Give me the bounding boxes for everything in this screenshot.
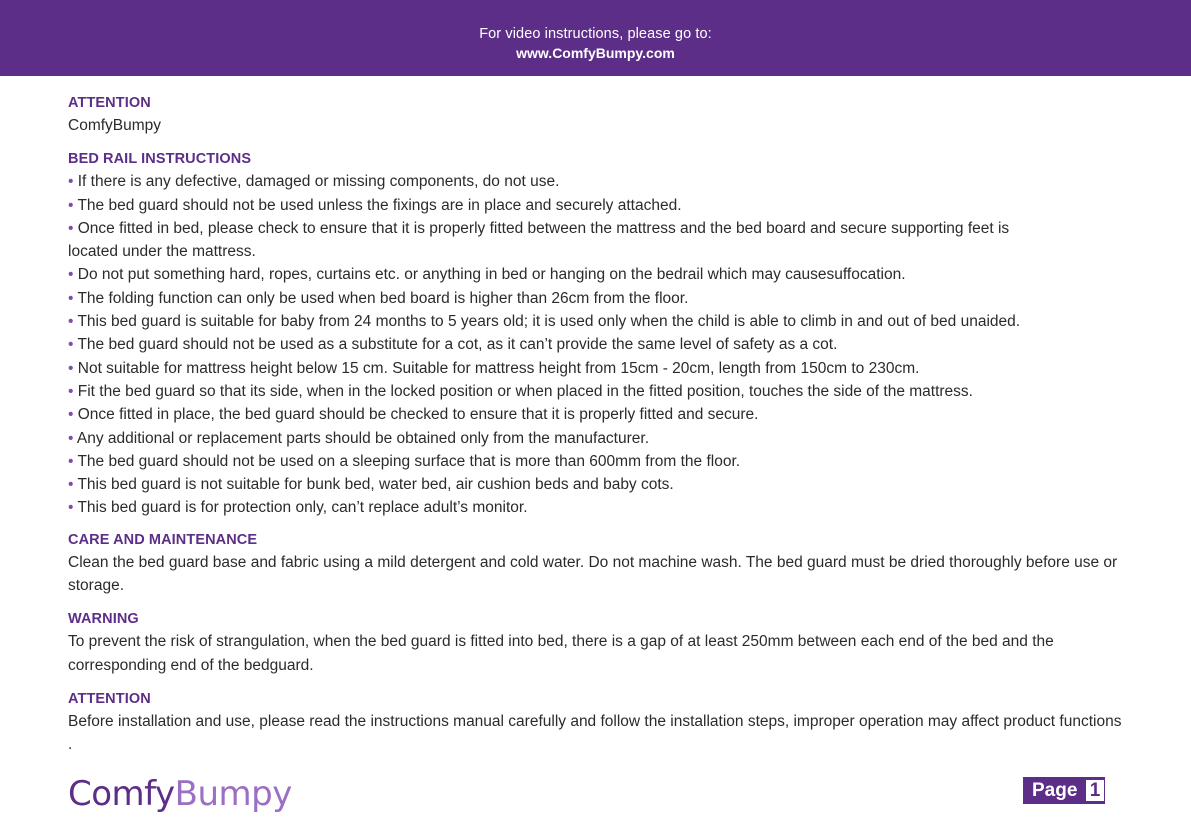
- page-indicator: [1023, 777, 1105, 804]
- list-item: [68, 357, 1128, 380]
- page-label: Page: [1032, 779, 1078, 801]
- section-heading: BED RAIL INSTRUCTIONS: [68, 151, 252, 168]
- list-item-text: This bed guard is suitable for baby from 24 months to 5 years old; it is used only when the child is able to climb in and out of bed unaided.: [77, 313, 1021, 331]
- section-heading: ATTENTION: [68, 95, 151, 111]
- logo-text-comfy: Comfy: [68, 774, 175, 814]
- section-bed-rail-instructions: [68, 148, 1128, 519]
- list-item-text: This bed guard is for protection only, can’t replace adult’s monitor.: [77, 499, 528, 517]
- list-item-text: Any additional or replacement parts should be obtained only from the manufacturer.: [76, 429, 650, 447]
- list-item-text: The bed guard should not be used unless the fixings are in place and securely attached.: [77, 196, 682, 214]
- section-care-and-maintenance: [68, 529, 1128, 598]
- list-item-text: The bed guard should not be used on a sleeping surface that is more than 600mm from the floor.: [77, 452, 741, 470]
- header-banner: [0, 0, 1191, 76]
- list-item-text: Once fitted in bed, please check to ensure that it is properly fitted between the mattress and the bed board and secure supporting feet is: [77, 219, 1010, 237]
- list-item: [68, 310, 1128, 333]
- list-item: [68, 263, 1128, 286]
- list-item: [68, 496, 1128, 519]
- bullet-icon: •: [68, 173, 74, 191]
- list-item-text: This bed guard is not suitable for bunk bed, water bed, air cushion beds and baby cots.: [77, 476, 674, 494]
- list-item-text: Not suitable for mattress height below 15 cm. Suitable for mattress height from 15cm - 20cm, length from 150cm to 230cm.: [77, 359, 920, 377]
- list-item: [68, 170, 1128, 193]
- section-text: To prevent the risk of strangulation, when the bed guard is fitted into bed, there is a gap of at least 250mm between each end of the bed and the corresponding end of the bedguard.: [68, 633, 1054, 674]
- comfybumpy-logo: [68, 772, 292, 816]
- list-item: [68, 380, 1128, 403]
- list-item: [68, 403, 1128, 426]
- section-attention-1: [68, 92, 1128, 137]
- bullet-icon: •: [68, 266, 74, 284]
- bullet-icon: •: [68, 219, 74, 237]
- bullet-icon: •: [68, 499, 74, 517]
- list-item-text: The folding function can only be used when bed board is higher than 26cm from the floor.: [77, 289, 689, 307]
- section-warning: [68, 608, 1128, 677]
- bullet-icon: •: [68, 429, 74, 447]
- bullet-icon: •: [68, 452, 74, 470]
- section-heading: CARE AND MAINTENANCE: [68, 531, 258, 548]
- bullet-icon: •: [68, 382, 74, 400]
- bullet-icon: •: [68, 359, 74, 377]
- bullet-icon: •: [68, 289, 74, 307]
- list-item-text-continuation: located under the mattress.: [68, 243, 256, 261]
- list-item: [68, 217, 1128, 264]
- section-attention-2: [68, 688, 1128, 757]
- list-item-text: Fit the bed guard so that its side, when in the locked position or when placed in the fitted position, touches the side of the mattress.: [77, 382, 973, 400]
- section-text: Clean the bed guard base and fabric using a mild detergent and cold water. Do not machine wash. The bed guard must be dried thoroughly before use or storage.: [68, 553, 1118, 595]
- list-item: [68, 287, 1128, 310]
- list-item-text: The bed guard should not be used as a substitute for a cot, as it can’t provide the same level of safety as a cot.: [77, 336, 838, 354]
- video-instructions-text: For video instructions, please go to:: [479, 26, 712, 42]
- list-item: [68, 333, 1128, 356]
- list-item-text: If there is any defective, damaged or missing components, do not use.: [77, 173, 560, 191]
- bullet-icon: •: [68, 313, 74, 331]
- list-item: [68, 194, 1128, 217]
- page-number: 1: [1086, 780, 1104, 801]
- section-heading: ATTENTION: [68, 690, 151, 707]
- section-heading: WARNING: [68, 611, 139, 628]
- document-body: [68, 92, 1128, 768]
- bullet-icon: •: [68, 336, 74, 354]
- section-text: Before installation and use, please read the instructions manual carefully and follow the installation steps, improper operation may affect product functions .: [68, 712, 1122, 754]
- bullet-icon: •: [68, 406, 74, 424]
- bullet-icon: •: [68, 476, 74, 494]
- list-item: [68, 450, 1128, 473]
- logo-text-bumpy: Bumpy: [174, 774, 292, 814]
- website-link[interactable]: www.ComfyBumpy.com: [516, 45, 675, 61]
- bullet-icon: •: [68, 196, 74, 214]
- section-text: ComfyBumpy: [68, 117, 162, 134]
- list-item-text: Do not put something hard, ropes, curtains etc. or anything in bed or hanging on the bedrail which may causesuffocation.: [77, 266, 906, 284]
- list-item: [68, 427, 1128, 450]
- list-item-text: Once fitted in place, the bed guard should be checked to ensure that it is properly fitted and secure.: [77, 406, 759, 424]
- list-item: [68, 473, 1128, 496]
